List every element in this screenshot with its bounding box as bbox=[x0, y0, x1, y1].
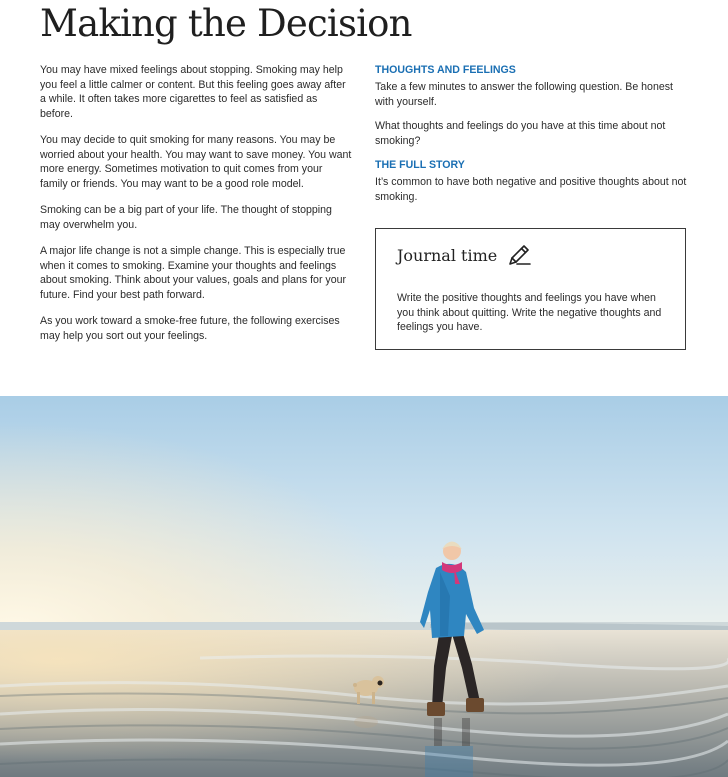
beach-walk-photo bbox=[0, 396, 728, 777]
left-column bbox=[40, 63, 352, 355]
intro-paragraph-1: You may have mixed feelings about stopping. Smoking may help you feel a little calmer or content. But this feeling goes away after a while. It often takes more cigarettes to feel as satisfied as before. bbox=[40, 64, 346, 120]
journal-title-row bbox=[397, 241, 533, 269]
thoughts-paragraph-2: What thoughts and feelings do you have at this time about not smoking? bbox=[375, 120, 666, 147]
intro-paragraph-2: You may decide to quit smoking for many reasons. You may be worried about your health. You may want to save money. You want more energy. Sometimes motivation to quit comes from your family or friends. You may want to be a good role model. bbox=[40, 134, 352, 190]
thoughts-paragraph-1: Take a few minutes to answer the following question. Be honest with yourself. bbox=[375, 81, 673, 108]
page-title: Making the Decision bbox=[40, 2, 412, 45]
intro-paragraph-3: Smoking can be a big part of your life. The thought of stopping may overwhelm you. bbox=[40, 204, 332, 231]
full-story-paragraph: It’s common to have both negative and positive thoughts about not smoking. bbox=[375, 176, 687, 203]
journal-instructions: Write the positive thoughts and feelings you have when you think about quitting. Write the negative thoughts and feelings you have. bbox=[397, 292, 662, 333]
journal-box bbox=[375, 228, 686, 350]
journal-title: Journal time bbox=[397, 245, 498, 265]
thoughts-feelings-heading: THOUGHTS AND FEELINGS bbox=[375, 64, 516, 76]
intro-paragraph-4: A major life change is not a simple change. This is especially true when it comes to smoking. Examine your thoughts and feelings about smoking. Think about your values, goals and plans for your future. Find your best path forward. bbox=[40, 245, 347, 301]
right-column bbox=[375, 63, 693, 214]
pencil-icon bbox=[505, 241, 533, 269]
intro-paragraph-5: As you work toward a smoke-free future, the following exercises may help you sort out your feelings. bbox=[40, 315, 340, 342]
full-story-heading: THE FULL STORY bbox=[375, 159, 465, 171]
